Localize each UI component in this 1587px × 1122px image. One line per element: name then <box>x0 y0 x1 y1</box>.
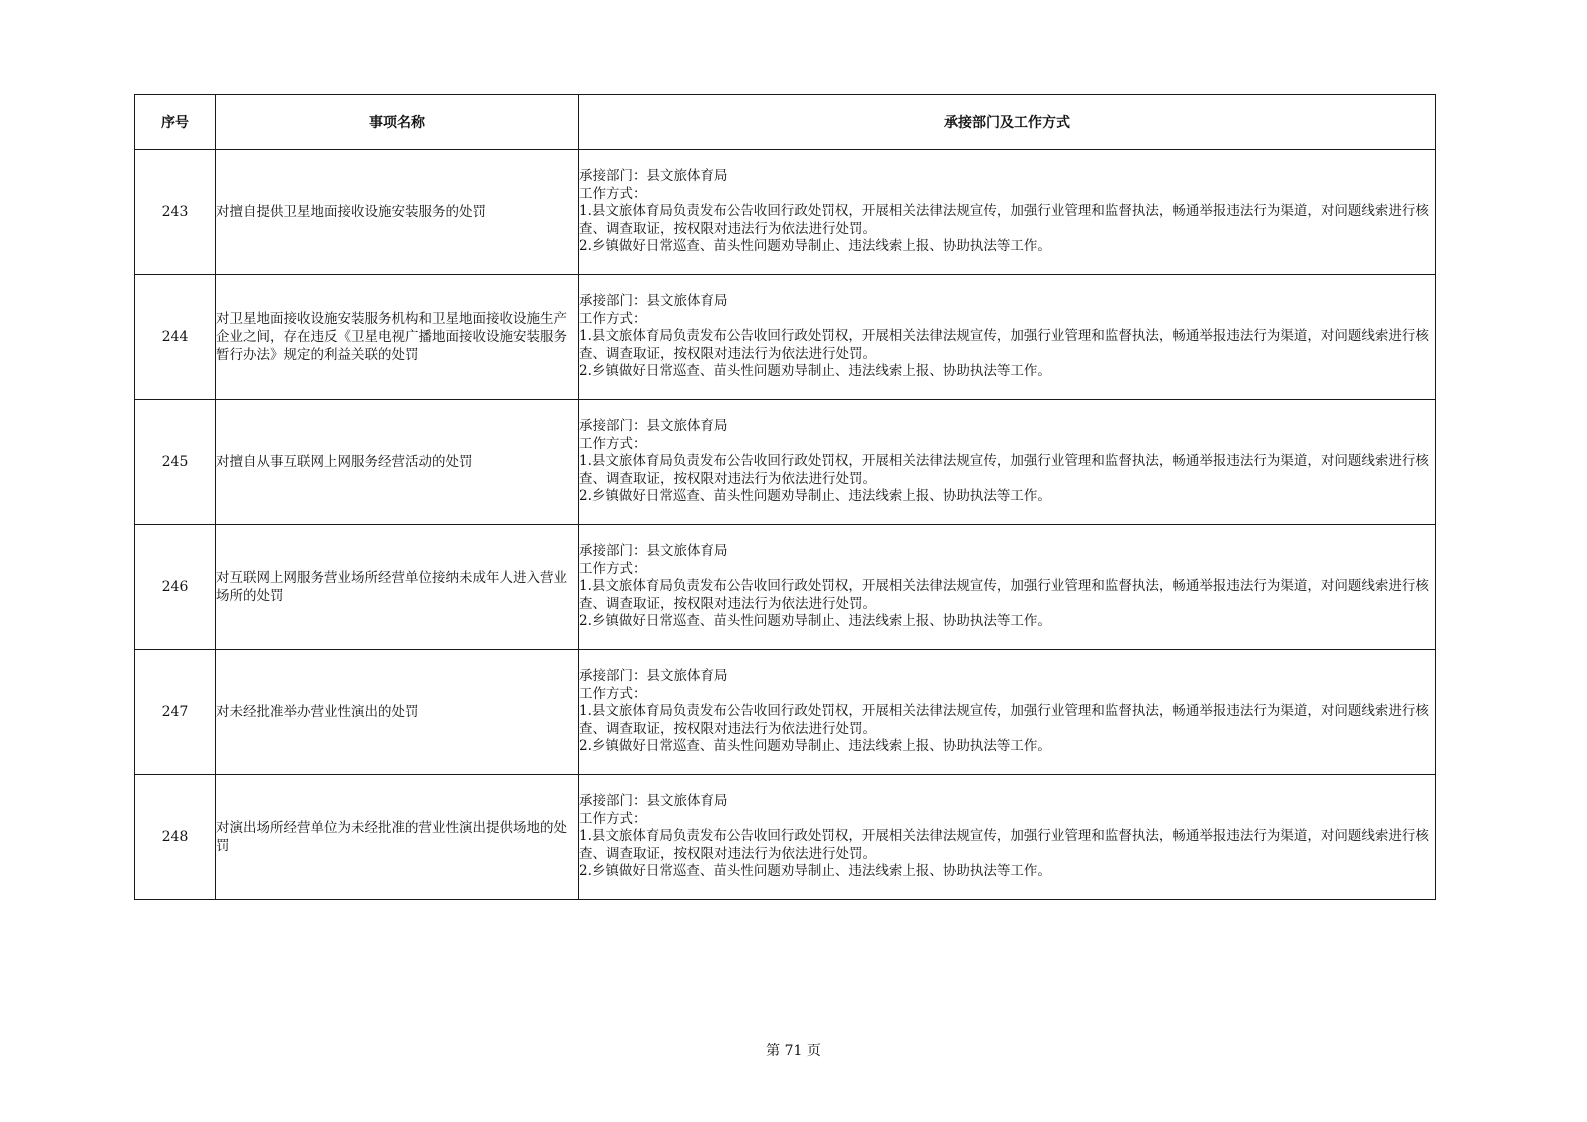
row-matter-name: 对演出场所经营单位为未经批准的营业性演出提供场地的处罚 <box>216 775 579 900</box>
row-matter-name: 对擅自从事互联网上网服务经营活动的处罚 <box>216 400 579 525</box>
dept-assignee-line: 承接部门：县文旅体育局 <box>579 418 728 435</box>
table-row <box>135 650 1436 775</box>
table-row <box>135 150 1436 275</box>
dept-method-item-1: 1.县文旅体育局负责发布公告收回行政处罚权，开展相关法律法规宣传，加强行业管理和监督执法，畅通举报违法行为渠道，对问题线索进行核查、调查取证，按权限对违法行为依法进行处罚。 <box>579 703 1429 737</box>
dept-method-item-1: 1.县文旅体育局负责发布公告收回行政处罚权，开展相关法律法规宣传，加强行业管理和监督执法，畅通举报违法行为渠道，对问题线索进行核查、调查取证，按权限对违法行为依法进行处罚。 <box>579 453 1429 487</box>
row-serial-number: 243 <box>135 150 216 275</box>
row-matter-name: 对未经批准举办营业性演出的处罚 <box>216 650 579 775</box>
dept-method-item-1: 1.县文旅体育局负责发布公告收回行政处罚权，开展相关法律法规宣传，加强行业管理和监督执法，畅通举报违法行为渠道，对问题线索进行核查、调查取证，按权限对违法行为依法进行处罚。 <box>579 328 1429 362</box>
table-row <box>135 400 1436 525</box>
row-department-and-method <box>579 400 1436 525</box>
row-serial-number: 246 <box>135 525 216 650</box>
dept-assignee-line: 承接部门：县文旅体育局 <box>579 668 728 685</box>
row-matter-name: 对互联网上网服务营业场所经营单位接纳未成年人进入营业场所的处罚 <box>216 525 579 650</box>
dept-method-item-2: 2.乡镇做好日常巡查、苗头性问题劝导制止、违法线索上报、协助执法等工作。 <box>579 863 1051 880</box>
dept-assignee-line: 承接部门：县文旅体育局 <box>579 793 728 810</box>
dept-method-item-2: 2.乡镇做好日常巡查、苗头性问题劝导制止、违法线索上报、协助执法等工作。 <box>579 738 1051 755</box>
row-department-and-method <box>579 775 1436 900</box>
header-department-and-method: 承接部门及工作方式 <box>579 95 1436 150</box>
row-department-and-method <box>579 275 1436 400</box>
dept-method-item-1: 1.县文旅体育局负责发布公告收回行政处罚权，开展相关法律法规宣传，加强行业管理和监督执法，畅通举报违法行为渠道，对问题线索进行核查、调查取证，按权限对违法行为依法进行处罚。 <box>579 578 1429 612</box>
matters-table <box>134 94 1436 900</box>
dept-method-item-2: 2.乡镇做好日常巡查、苗头性问题劝导制止、违法线索上报、协助执法等工作。 <box>579 613 1051 630</box>
dept-method-heading: 工作方式： <box>579 185 647 202</box>
dept-method-item-1: 1.县文旅体育局负责发布公告收回行政处罚权，开展相关法律法规宣传，加强行业管理和监督执法，畅通举报违法行为渠道，对问题线索进行核查、调查取证，按权限对违法行为依法进行处罚。 <box>579 828 1429 862</box>
row-serial-number: 244 <box>135 275 216 400</box>
header-matter-name: 事项名称 <box>216 95 579 150</box>
dept-method-heading: 工作方式： <box>579 310 647 327</box>
document-sheet <box>134 94 1435 900</box>
dept-assignee-line: 承接部门：县文旅体育局 <box>579 543 728 560</box>
dept-method-item-2: 2.乡镇做好日常巡查、苗头性问题劝导制止、违法线索上报、协助执法等工作。 <box>579 238 1051 255</box>
dept-method-heading: 工作方式： <box>579 560 647 577</box>
row-serial-number: 245 <box>135 400 216 525</box>
dept-method-item-2: 2.乡镇做好日常巡查、苗头性问题劝导制止、违法线索上报、协助执法等工作。 <box>579 363 1051 380</box>
row-matter-name: 对卫星地面接收设施安装服务机构和卫星地面接收设施生产企业之间，存在违反《卫星电视广播地面接收设施安装服务暂行办法》规定的利益关联的处罚 <box>216 275 579 400</box>
row-department-and-method <box>579 525 1436 650</box>
table-header-row <box>135 95 1436 150</box>
dept-method-item-1: 1.县文旅体育局负责发布公告收回行政处罚权，开展相关法律法规宣传，加强行业管理和监督执法，畅通举报违法行为渠道，对问题线索进行核查、调查取证，按权限对违法行为依法进行处罚。 <box>579 203 1429 237</box>
header-serial-number: 序号 <box>135 95 216 150</box>
table-row <box>135 275 1436 400</box>
page-number: 第 71 页 <box>766 1043 821 1059</box>
row-department-and-method <box>579 150 1436 275</box>
table-row <box>135 525 1436 650</box>
dept-method-heading: 工作方式： <box>579 810 647 827</box>
row-serial-number: 247 <box>135 650 216 775</box>
dept-method-heading: 工作方式： <box>579 685 647 702</box>
dept-assignee-line: 承接部门：县文旅体育局 <box>579 293 728 310</box>
row-department-and-method <box>579 650 1436 775</box>
dept-method-item-2: 2.乡镇做好日常巡查、苗头性问题劝导制止、违法线索上报、协助执法等工作。 <box>579 488 1051 505</box>
dept-assignee-line: 承接部门：县文旅体育局 <box>579 168 728 185</box>
row-matter-name: 对擅自提供卫星地面接收设施安装服务的处罚 <box>216 150 579 275</box>
table-row <box>135 775 1436 900</box>
dept-method-heading: 工作方式： <box>579 435 647 452</box>
row-serial-number: 248 <box>135 775 216 900</box>
